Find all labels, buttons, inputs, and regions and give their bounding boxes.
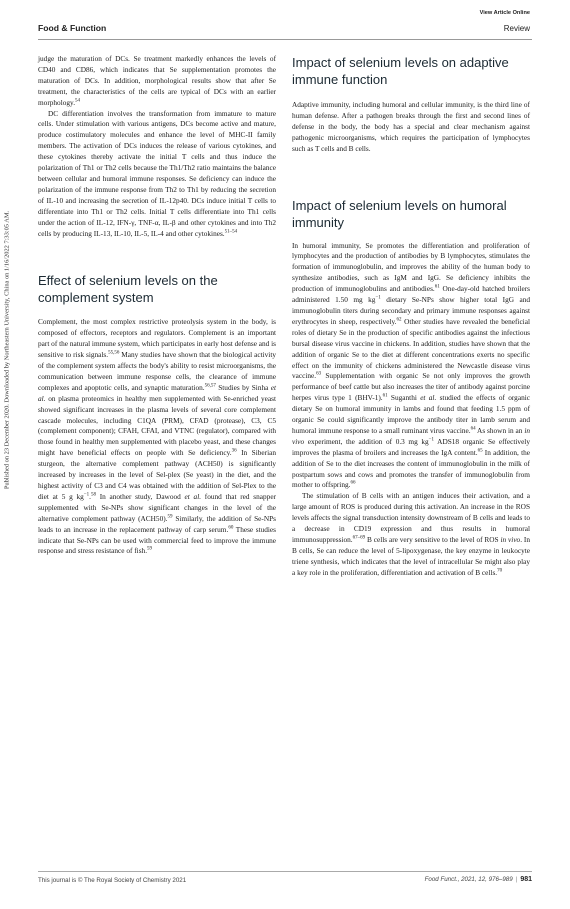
header-divider bbox=[38, 39, 532, 40]
footer-divider bbox=[38, 871, 532, 872]
heading-adaptive-immune-function: Impact of selenium levels on adaptive immune function bbox=[292, 55, 509, 87]
left-column bbox=[38, 54, 276, 557]
citation-ref[interactable]: 60 bbox=[228, 525, 234, 531]
article-type-label: Review bbox=[503, 24, 530, 33]
paragraph-dc-differentiation: DC differentiation involves the transformation from immature to mature cells. Under stimulation with various antigens, DCs become active and mature, produce costimulatory molecules and enhance the level of MHC-II family members. The activation of DCs induces the release of various cytokines, and these cytokines thereby activate the initial T cells and thus induce the polarization of Th1 or Th2 cells because the Th1/Th2 ratio maintains the balance between cellular and humoral immune responses. Se deficiency can induce the polarization of the immune response from Th2 to Th1 by reducing the secretion of IL-10 and increasing the secretion of IL-12p40. DCs induce initial T cells to differentiate into Th1 or Th2 cells. Initial T cells differentiate into Th1 cells under the action of IL-12, IFN-γ, TNF-α, IL-β and other cytokines and into Th2 cells by producing IL-13, IL-10, IL-5, IL-4 and other cytokines.$^{51-54}$ bbox=[38, 108, 276, 238]
citation-ref[interactable]: 36 bbox=[231, 448, 237, 454]
citation-ref[interactable]: 55,56 bbox=[108, 350, 120, 356]
citation-ref[interactable]: 65 bbox=[477, 448, 483, 454]
citation-ref[interactable]: 54 bbox=[75, 98, 81, 104]
paragraph-adaptive-immunity: Adaptive immunity, including humoral and cellular immunity, is the third line of human defense. After a pathogen breaks through the first and second lines of defense in the body, the body has a special and clear mechanism against pathogenic microorganisms, which requires the participation of lymphocytes such as T cells and B cells. bbox=[292, 100, 530, 153]
download-notice bbox=[1, 140, 13, 560]
page-header bbox=[38, 8, 532, 48]
citation-ref[interactable]: 61 bbox=[382, 393, 388, 399]
citation-ref[interactable]: 66 bbox=[350, 481, 356, 487]
heading-humoral-immunity: Impact of selenium levels on humoral immunity bbox=[292, 197, 507, 230]
citation-ref[interactable]: 64 bbox=[470, 426, 476, 432]
citation-ref[interactable]: 58 bbox=[90, 492, 96, 498]
citation-ref[interactable]: 67–69 bbox=[352, 535, 366, 541]
citation-ref[interactable]: 59 bbox=[167, 514, 173, 520]
citation-ref[interactable]: 59 bbox=[147, 547, 153, 553]
citation-ref[interactable]: 61 bbox=[434, 284, 440, 290]
heading-complement-system: Effect of selenium levels on the complement system bbox=[38, 273, 218, 306]
journal-citation: Food Funct., 2021, 12, 976–989 bbox=[424, 876, 513, 883]
citation-ref[interactable]: 62 bbox=[396, 317, 402, 323]
citation-ref[interactable]: 51–54 bbox=[224, 229, 238, 235]
download-notice-text: Published on 23 December 2020. Downloaded by Northeastern University, China on 1/16/2022 7:33:05 AM. bbox=[3, 210, 11, 490]
paragraph-b-cell-ros: The stimulation of B cells with an antigen induces their activation, and a large amount of ROS is produced during this activation. An increase in the ROS levels affects the signal transduction intensity downstream of B cells and leads to a decrease in CD19 expression and thus results in humoral immunosuppression.$^{67-69}$ B cells are very sensitive to the level of ROS in vivo. In B cells, Se can reduce the level of 5-lipoxygenase, the key enzyme in leukocyte triene synthesis, which indicates that the level of intracellular Se might also play a key role in the proliferation, differentiation and activation of B cells.$^{70}$ bbox=[292, 491, 531, 577]
paragraph-humoral-immunity: In humoral immunity, Se promotes the differentiation and proliferation of lymphocytes and the production of antibodies by B lymphocytes, stimulates the formation of immunoglobulin, and improves the ability of the human body to synthesize antibodies, such as IgM and IgG. Se deficiency inhibits the production of immunoglobulins and antibodies.$^{61}$ One-day-old hatched broilers administered 1.50 mg $kg^{-1}$ dietary Se-NPs show higher total IgG and immunoglobulin titers during secondary and primary immune responses against erythrocytes in sheep, respectively.$^{62}$ Other studies have revealed the beneficial roles of dietary Se in the production of specific antibodies against the infectious bursal disease virus vaccine in chickens. In addition, studies have shown that the addition of organic Se to the diet at different concentrations exerts no specific effect on the immunity of chickens administered the Newcastle disease virus vaccine.$^{63}$ Supplementation with organic Se not only improves the growth performance of beef cattle but also increases the titer of antibody against porcine herpes virus type 1 (BHV-1).$^{61}$ Suganthi et al. studied the effects of organic dietary Se on humoral immunity in lambs and found that feeding 1.5 ppm of organic Se could significantly improve the antibody titer in lamb serum and humoral immune response to a small ruminant virus vaccine.$^{64}$ As shown in an in vivo experiment, the addition of 0.3 mg $kg^{-1}$ ADS18 organic Se effectively improves the plasma of broilers and increases the IgA content.$^{65}$ In addition, the addition of Se to the diet increases the content of immunoglobulin in the milk of postpartum sows and cows and promotes the transfer of immunoglobulin from mother to offspring.$^{66}$ bbox=[292, 240, 530, 490]
paragraph-dc-maturation: judge the maturation of DCs. Se treatment markedly enhances the levels of CD40 and CD86, which indicates that Se supplementation promotes the maturation of DCs. In addition, morphological results show that after Se treatment, the characteristics of the cells are typical of DCs with an earlier morphology.$^{54}$ bbox=[38, 54, 276, 107]
page-footer bbox=[38, 877, 532, 891]
page-number: 981 bbox=[520, 876, 532, 883]
journal-name: Food & Function bbox=[38, 23, 107, 33]
citation-info: Food Funct., 2021, 12, 976–989 | 981 bbox=[424, 876, 532, 883]
paragraph-complement: Complement, the most complex restrictive proteolysis system in the body, is composed of effectors, receptors and regulators. Complement is an important part of the natural immune system, which participates in early host defense and is sensitive to risk signals.$^{55,56}$ Many studies have shown that the biological activity of the complement system affects the body's ability to resist microorganisms, the communication between immune response cells, the clearance of immune complexes and apoptotic cells, and synaptic maturation.$^{56,57}$ Studies by Sinha et al. on plasma proteomics in healthy men supplemented with Se-enriched yeast showed significant increases in the plasma levels of several core complement cascade molecules, including C1QA (PRM), CFAD (protease), C3, C5 (complement component); CFAH, CFAI, and VTNC (regulator), compared with those found in healthy men supplemented with placebo yeast, and these changes might have beneficial effects on people with Se deficiency.$^{36}$ In Siberian sturgeon, the alternative complement pathway (ACH50) is significantly increased by increases in the level of Sel-plex (Se yeast) in the diet, and the highest activity of C3 and C4 was obtained with the addition of Sel-Plex to the diet at 5 g $kg^{-1}.^{58}$ In another study, Dawood et al. found that red snapper supplemented with Se-NPs show significant changes in the level of the alternative complement pathway (ACH50).$^{59}$ Similarly, the addition of Se-NPs leads to an increase in the replacement pathway of carp serum.$^{60}$ These studies indicate that Se-NPs can be used with commercial feed to improve the immune response and stress resistance of fish.$^{59}$ bbox=[38, 317, 277, 556]
copyright-notice: This journal is © The Royal Society of Chemistry 2021 bbox=[38, 877, 187, 884]
citation-ref[interactable]: 70 bbox=[497, 568, 503, 574]
citation-ref[interactable]: 56,57 bbox=[204, 383, 216, 389]
view-article-online-link[interactable]: View Article Online bbox=[479, 10, 530, 16]
citation-ref[interactable]: 63 bbox=[316, 371, 322, 377]
right-column bbox=[292, 54, 530, 579]
